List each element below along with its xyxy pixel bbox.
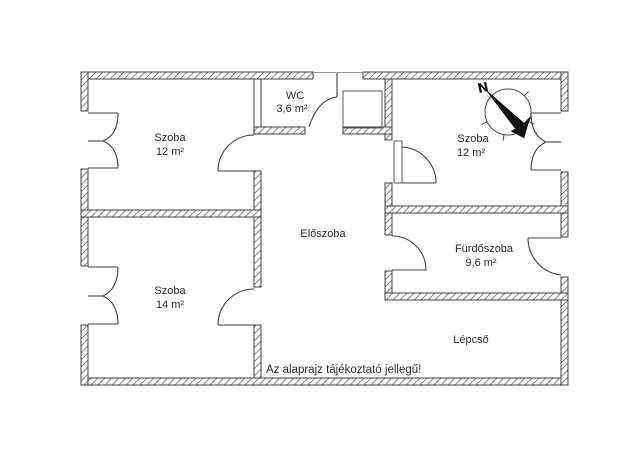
window-szoba-right-top <box>531 113 561 170</box>
door-wc <box>309 73 382 128</box>
compass-tick-wsw <box>482 122 488 125</box>
wall-left-1 <box>81 72 88 111</box>
window-swing-arc <box>103 141 118 168</box>
window-swing-arc <box>103 296 118 324</box>
door-furdoszoba-right <box>528 238 561 275</box>
wall-center-left-mid <box>254 171 261 287</box>
room-area: 12 m² <box>155 146 185 158</box>
door-swing-arc <box>402 147 436 183</box>
compass-tick-s <box>503 135 504 141</box>
wall-left-3 <box>81 325 88 385</box>
wc-duct-box <box>343 91 382 128</box>
compass <box>476 80 534 140</box>
room-area: 3,6 m² <box>276 103 308 115</box>
window-swing-arc <box>531 113 546 142</box>
wall-right-divider <box>385 206 568 213</box>
door-swing-arc <box>218 289 254 325</box>
room-name: Fürdőszoba <box>454 243 514 255</box>
room-label-szoba-left-bottom <box>154 285 186 311</box>
door-frame <box>394 141 402 183</box>
room-name: Szoba <box>154 132 186 144</box>
wall-bathroom-bottom <box>385 293 568 300</box>
room-area: 12 m² <box>456 147 486 159</box>
disclaimer-text: Az alaprajz tájékoztató jellegű! <box>266 364 422 376</box>
north-label: N <box>476 80 491 98</box>
room-label-szoba-left-top <box>154 132 186 158</box>
window-szoba-left-top <box>88 113 118 168</box>
door-swing-arc <box>309 97 337 127</box>
wall-top-right <box>363 72 568 79</box>
room-label-szoba-right-top <box>457 133 490 159</box>
wall-top-left <box>81 72 313 79</box>
window-szoba-left-bottom <box>88 267 118 324</box>
door-furdoszoba-left <box>392 236 426 270</box>
room-name: Előszoba <box>300 228 346 240</box>
room-label-furdoszoba <box>455 243 514 269</box>
wall-left-divider <box>81 210 261 217</box>
door-swing-arc <box>392 236 426 270</box>
room-area: 9,6 m² <box>465 257 497 269</box>
wall-right-1 <box>561 72 568 111</box>
north-arrow <box>486 90 525 131</box>
door-szoba-right-top <box>394 141 436 183</box>
wall-center-left-low <box>254 325 261 378</box>
room-name: Szoba <box>154 285 186 297</box>
wall-wc-left <box>254 79 261 133</box>
wall-right-2 <box>561 172 568 237</box>
room-name: WC <box>285 90 305 102</box>
door-szoba-left-bottom <box>218 289 254 325</box>
room-label-eloszoba <box>300 228 346 240</box>
room-area: 14 m² <box>155 299 185 311</box>
window-swing-arc <box>103 267 118 296</box>
room-label-lepcso <box>453 334 488 346</box>
door-swing-arc <box>218 135 254 171</box>
compass-center-dot <box>505 110 508 113</box>
room-name: Lépcső <box>453 334 489 346</box>
window-swing-arc <box>531 142 546 170</box>
window-swing-arc <box>103 113 118 141</box>
room-labels <box>154 90 514 346</box>
door-szoba-left-top <box>218 135 254 171</box>
compass-tick-ne <box>524 92 528 96</box>
wall-wc-bottom-left <box>254 127 305 134</box>
door-swing-arc <box>528 238 561 275</box>
wall-bottom <box>81 378 568 385</box>
room-label-wc <box>276 90 308 115</box>
room-name: Szoba <box>457 133 489 145</box>
